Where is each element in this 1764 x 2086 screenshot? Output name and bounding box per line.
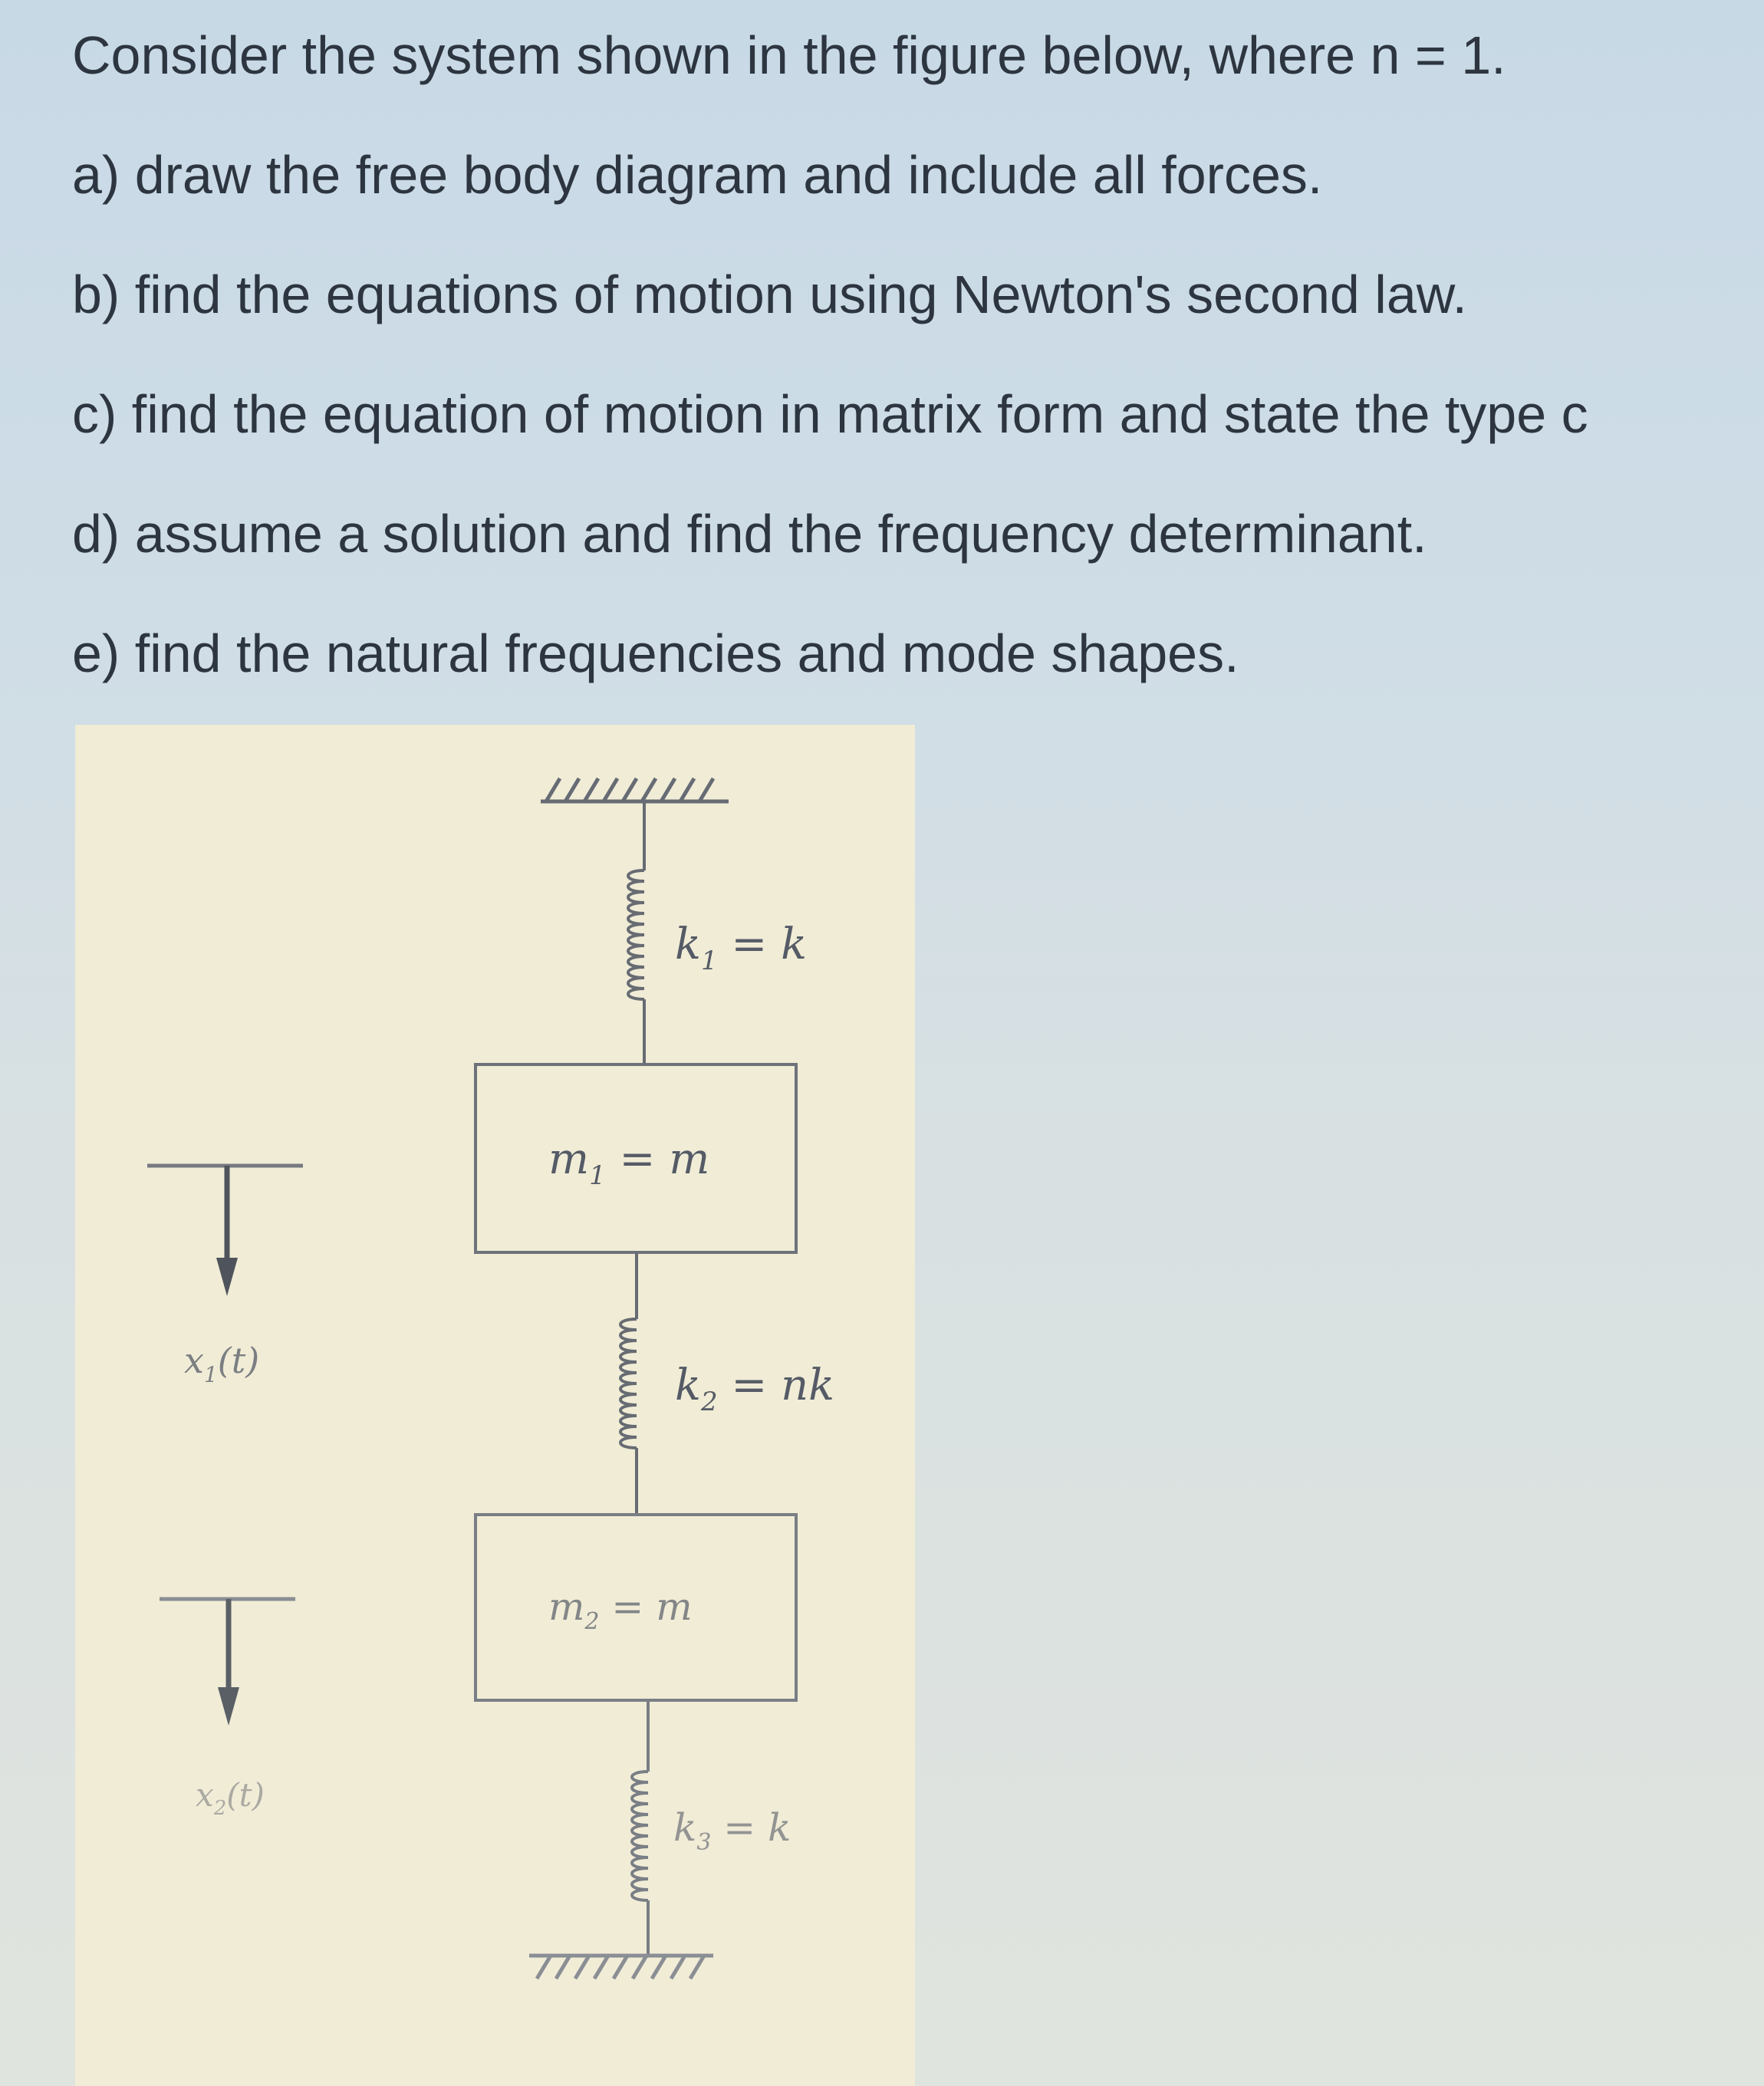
spring-k2-label: $k_2$ = nk — [675, 1361, 835, 1417]
spring-k1-label: $k_1 = k$ — [675, 920, 808, 976]
question-part-d: d) assume a solution and find the frequency determinant. — [72, 504, 1427, 564]
question-part-a: a) draw the free body diagram and include all forces. — [72, 145, 1323, 205]
top-wall — [541, 778, 729, 801]
mass-m2-label: $m_2 = m$ — [548, 1584, 693, 1635]
question-part-e: e) find the natural frequencies and mode shapes. — [72, 623, 1239, 683]
question-part-b: b) find the equations of motion using Newton's second law. — [72, 265, 1467, 324]
displacement-x1-label: $x_1(t)$ — [184, 1340, 260, 1387]
bottom-wall — [529, 1956, 713, 1979]
question-intro: Consider the system shown in the figure below, where n = 1. — [72, 25, 1506, 85]
mass-m1-label: $m_1 = m$ — [548, 1134, 710, 1191]
spring-k2 — [620, 1252, 637, 1515]
spring-k3 — [632, 1700, 648, 1956]
displacement-x1-arrow — [147, 1166, 303, 1296]
spring-k3-label: $k_3 = k$ — [673, 1805, 791, 1856]
displacement-x2-label: $x_2(t)$ — [196, 1776, 265, 1820]
displacement-x2-arrow — [160, 1599, 295, 1726]
question-part-c: c) find the equation of motion in matrix form and state the type c — [72, 384, 1588, 444]
spring-k1 — [628, 801, 644, 1064]
